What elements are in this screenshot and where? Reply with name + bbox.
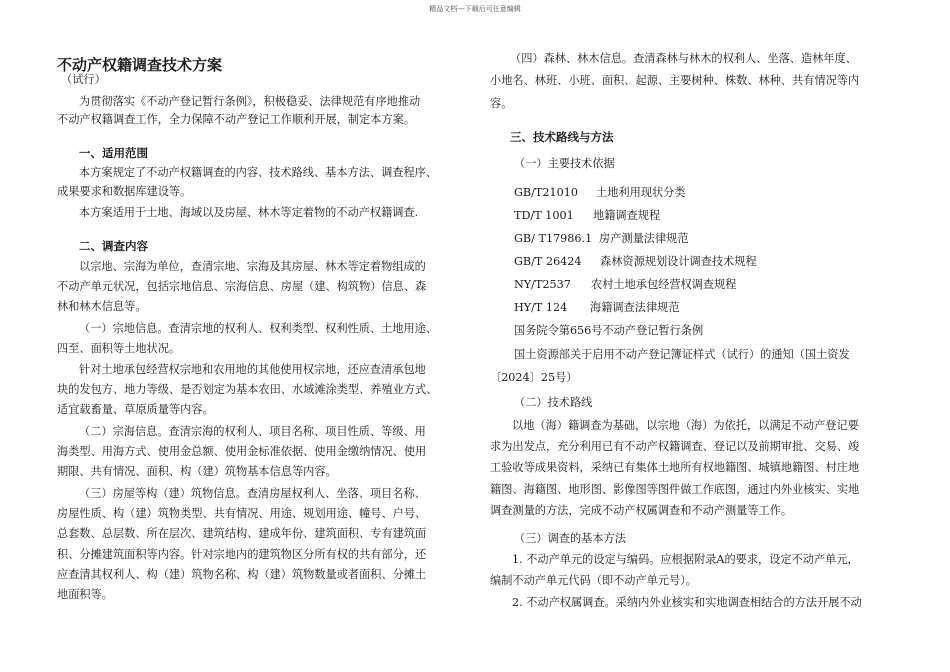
content-line: 以宗地、宗海为单位，查清宗地、宗海及其房屋、林木等定着物组成的: [79, 260, 426, 273]
scope-line: 成果要求和数据库建设等。: [57, 185, 192, 198]
route-line: 工验收等成果资料，采纳已有集体土地所有权地籍图、城镇地籍图、村庄地: [490, 461, 860, 474]
content-line: 四至、面积等土地状况。: [57, 342, 181, 355]
standard-row: [514, 278, 736, 292]
standard-code: GB/T 26424: [514, 255, 582, 268]
standard-row: [514, 209, 660, 223]
standard-row: [514, 186, 686, 200]
section-heading-scope: 一、适用范围: [79, 146, 148, 160]
content-line: 房屋性质、构（建）筑物类型、共有情况、用途、规划用途、幢号、户号、: [57, 507, 427, 520]
standard-name: 地籍调查规程: [593, 209, 661, 222]
method-line: 2. 不动产权属调查。采纳内外业核实和实地调查相结合的方法开展不动: [512, 596, 862, 609]
standard-name: 森林资源规划设计调查技术规程: [600, 255, 757, 268]
standard-code: TD/T 1001: [514, 209, 574, 222]
content-line: （一）宗地信息。查清宗地的权利人、权利类型、权利性质、土地用途、: [79, 322, 438, 335]
notice-line: 〔2024〕25号）: [490, 371, 578, 384]
subheading-basis: （一）主要技术依据: [514, 157, 615, 170]
decree-line: 国务院令第656号不动产登记暂行条例: [514, 324, 704, 337]
standard-name: 土地利用现状分类: [596, 186, 686, 199]
content-line: 适宜载畜量、草原质量等内容。: [57, 403, 214, 416]
section-heading-method: 三、技术路线与方法: [510, 130, 614, 144]
content-line: 期限、共有情况、面积、构（建）筑物基本信息等内容。: [57, 465, 337, 478]
route-line: 求为出发点，充分利用已有不动产权籍调查、登记以及前期审批、交易、竣: [490, 440, 860, 453]
standard-code: GB/ T17986.1: [514, 232, 593, 245]
route-line: 籍图、海籍图、地形图、影像图等图件做工作底图，通过内外业核实、实地: [490, 483, 860, 496]
intro-line: 不动产权籍调查工作，全力保障不动产登记工作顺利开展，制定本方案。: [57, 113, 416, 126]
subheading-route: （二）技术路线: [514, 396, 593, 409]
standard-row: [514, 255, 757, 269]
route-line: 调查测量的方法，完成不动产权属调查和不动产测量等工作。: [490, 504, 793, 517]
standard-name: 房产测量法律规范: [599, 232, 689, 245]
route-line: 以地（海）籍调查为基础，以宗地（海）为依托，以满足不动产登记要: [512, 419, 859, 432]
standard-row: [514, 232, 689, 246]
document-subtitle: （试行）: [61, 73, 106, 86]
standard-code: NY/T2537: [514, 278, 571, 291]
standard-row: [514, 301, 680, 315]
standard-name: 农村土地承包经营权调查规程: [591, 278, 737, 291]
content-line: 林和林木信息等。: [57, 300, 147, 313]
document-title: 不动产权籍调查技术方案: [57, 56, 223, 74]
forest-line: 小地名、林班、小班、面积、起源、主要树种、株数、林种、共有情况等内: [490, 74, 860, 87]
content-line: 海类型、用海方式、使用金总额、使用金标准依据、使用金缴纳情况、使用: [57, 445, 427, 458]
section-heading-content: 二、调查内容: [79, 239, 148, 253]
standard-code: HY/T 124: [514, 301, 568, 314]
method-line: 1. 不动产单元的设定与编码。应根据附录A的要求，设定不动产单元，: [512, 553, 859, 566]
forest-line: 容。: [490, 97, 513, 110]
method-line: 编制不动产单元代码（即不动产单元号）。: [490, 574, 697, 587]
content-line: （二）宗海信息。查清宗海的权利人、项目名称、项目性质、等级、用: [79, 425, 426, 438]
content-line: 应查清其权利人、构（建）筑物名称、构（建）筑物数量或者面积、分摊土: [57, 568, 427, 581]
subheading-methods: （三）调查的基本方法: [514, 532, 626, 545]
page-header: 精品文档---下载后可任意编辑: [429, 5, 521, 13]
content-line: 针对土地承包经营权宗地和农用地的其他使用权宗地，还应查清承包地: [79, 363, 426, 376]
intro-line: 为贯彻落实《不动产登记暂行条例》，积极稳妥、法律规范有序地推动: [79, 95, 421, 108]
standard-name: 海籍调查法律规范: [590, 301, 680, 314]
content-line: 积、分摊建筑面积等内容。针对宗地内的建筑物区分所有权的共有部分，还: [57, 548, 427, 561]
standard-code: GB/T21010: [514, 186, 578, 199]
scope-line: 本方案规定了不动产权籍调查的内容、技术路线、基本方法、调查程序、: [79, 166, 438, 179]
content-line: 总套数、总层数、所在层次、建筑结构、建成年份、建筑面积、专有建筑面: [57, 527, 427, 540]
content-line: 块的发包方、地力等级、是否划定为基本农田、水域滩涂类型、养殖业方式、: [57, 383, 438, 396]
content-line: 不动产单元状况，包括宗地信息、宗海信息、房屋（建、构筑物）信息、森: [57, 280, 427, 293]
content-line: 地面积等。: [57, 588, 113, 601]
notice-line: 国土资源部关于启用不动产登记簿证样式（试行）的通知（国土资发: [514, 348, 850, 361]
scope-line: 本方案适用于土地、海域以及房屋、林木等定着物的不动产权籍调查.: [79, 206, 419, 219]
forest-line: （四）森林、林木信息。查清森林与林木的权利人、坐落、造林年度、: [510, 52, 857, 65]
content-line: （三）房屋等构（建）筑物信息。查清房屋权利人、坐落、项目名称、: [79, 487, 426, 500]
